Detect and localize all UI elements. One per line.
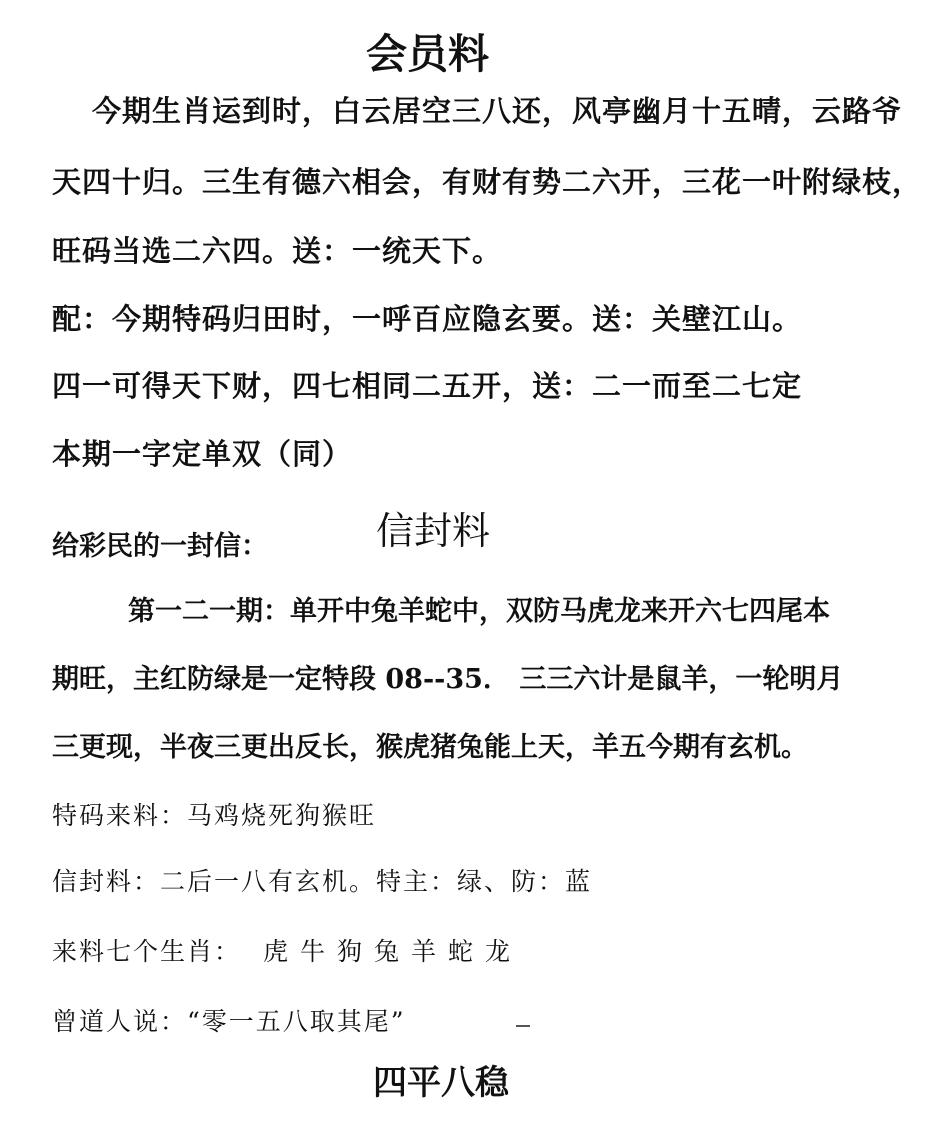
quote-line: 曾道人说：“零一五八取其尾” <box>52 1007 406 1036</box>
letter-paragraph-line-3: 三更现，半夜三更出反长，猴虎猪兔能上天，羊五今期有玄机。 <box>52 732 808 763</box>
zodiac-label: 来料七个生肖： <box>52 937 242 966</box>
footer-title: 四平八稳 <box>373 1063 509 1103</box>
envelope-line: 信封料：二后一八有玄机。特主：绿、防：蓝 <box>52 867 593 896</box>
letter-paragraph-line-2: 期旺，主红防绿是一定特段 08--35． 三三六计是鼠羊，一轮明月 <box>52 664 844 695</box>
member-line-6: 本期一字定单双（同） <box>52 437 353 471</box>
letter-intro: 给彩民的一封信： <box>52 531 268 562</box>
member-line-1: 今期生肖运到时，白云居空三八还，风亭幽月十五晴，云路爷 <box>92 94 903 128</box>
special-code-line: 特码来料：马鸡烧死狗猴旺 <box>52 801 377 830</box>
scan-mark <box>516 1025 530 1027</box>
letter-title: 信封料 <box>376 509 491 553</box>
letter-paragraph-line-1: 第一二一期：单开中兔羊蛇中，双防马虎龙来开六七四尾本 <box>128 596 830 627</box>
member-line-5: 四一可得天下财，四七相同二五开，送：二一而至二七定 <box>52 369 803 403</box>
member-line-3: 旺码当选二六四。送：一统天下。 <box>52 234 503 268</box>
member-line-2: 天四十归。三生有德六相会，有财有势二六开，三花一叶附绿枝， <box>52 165 923 199</box>
zodiac-list: 虎牛狗兔羊蛇龙 <box>263 937 523 966</box>
member-line-4: 配：今期特码归田时，一呼百应隐玄要。送：关壁江山。 <box>52 302 803 336</box>
member-title: 会员料 <box>366 30 489 78</box>
